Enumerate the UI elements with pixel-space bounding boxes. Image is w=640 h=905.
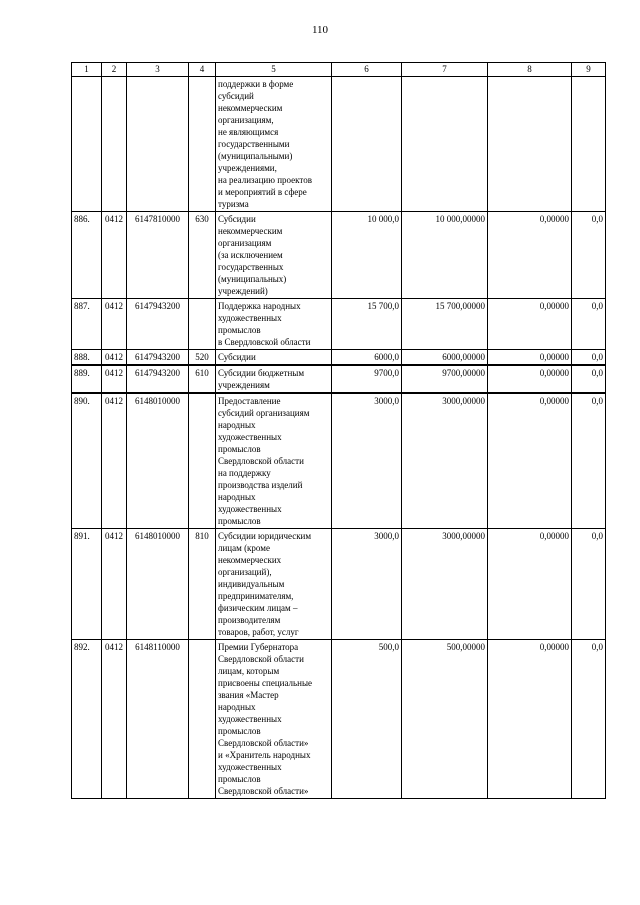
amount-col8: 0,00000	[488, 350, 572, 366]
amount-col9: 0,0	[572, 299, 606, 350]
page-number: 110	[311, 24, 329, 36]
budget-table	[71, 62, 606, 799]
amount-col9: 0,0	[572, 529, 606, 640]
section-code: 0412	[102, 299, 127, 350]
amount-col6: 3000,0	[332, 529, 402, 640]
table-row	[72, 640, 606, 799]
column-header: 5	[216, 63, 332, 77]
amount-col7: 10 000,00000	[402, 212, 488, 299]
table-row	[72, 529, 606, 640]
row-number	[72, 77, 102, 212]
amount-col9: 0,0	[572, 393, 606, 529]
amount-col8	[488, 77, 572, 212]
amount-col6	[332, 77, 402, 212]
column-header: 9	[572, 63, 606, 77]
section-code: 0412	[102, 212, 127, 299]
row-number: 892.	[72, 640, 102, 799]
amount-col9: 0,0	[572, 350, 606, 366]
row-number: 887.	[72, 299, 102, 350]
table-row	[72, 77, 606, 212]
table-row	[72, 212, 606, 299]
amount-col6: 9700,0	[332, 365, 402, 393]
amount-col7: 500,00000	[402, 640, 488, 799]
amount-col8: 0,00000	[488, 212, 572, 299]
amount-col7: 3000,00000	[402, 529, 488, 640]
item-name: Субсидии бюджетным учреждениям	[216, 365, 332, 393]
expense-type: 520	[189, 350, 216, 366]
amount-col6: 6000,0	[332, 350, 402, 366]
expense-type: 630	[189, 212, 216, 299]
amount-col7: 9700,00000	[402, 365, 488, 393]
amount-col6: 500,0	[332, 640, 402, 799]
amount-col7: 3000,00000	[402, 393, 488, 529]
row-number: 889.	[72, 365, 102, 393]
item-name: поддержки в форме субсидий некоммерческим организациям, не являющимся государственными (муниципальными) учреждениями, на реализацию проектов и мероприятий в сфере туризма	[216, 77, 332, 212]
expense-type	[189, 640, 216, 799]
target-code: 6148010000	[127, 529, 189, 640]
expense-type	[189, 77, 216, 212]
table-row	[72, 350, 606, 366]
column-header: 7	[402, 63, 488, 77]
column-header: 1	[72, 63, 102, 77]
column-header: 6	[332, 63, 402, 77]
expense-type: 810	[189, 529, 216, 640]
target-code: 6148010000	[127, 393, 189, 529]
target-code: 6147943200	[127, 299, 189, 350]
item-name: Субсидии юридическим лицам (кроме некоммерческих организаций), индивидуальным предпринимателям, физическим лицам – производителям товаров, работ, услуг	[216, 529, 332, 640]
amount-col8: 0,00000	[488, 365, 572, 393]
amount-col8: 0,00000	[488, 640, 572, 799]
target-code: 6147943200	[127, 365, 189, 393]
amount-col6: 3000,0	[332, 393, 402, 529]
amount-col7: 6000,00000	[402, 350, 488, 366]
section-code: 0412	[102, 529, 127, 640]
column-header: 8	[488, 63, 572, 77]
table-row	[72, 365, 606, 393]
expense-type	[189, 393, 216, 529]
section-code: 0412	[102, 365, 127, 393]
amount-col9: 0,0	[572, 365, 606, 393]
section-code: 0412	[102, 640, 127, 799]
item-name: Поддержка народных художественных промыслов в Свердловской области	[216, 299, 332, 350]
table-row	[72, 393, 606, 529]
section-code: 0412	[102, 350, 127, 366]
column-header: 3	[127, 63, 189, 77]
amount-col9: 0,0	[572, 640, 606, 799]
amount-col8: 0,00000	[488, 529, 572, 640]
amount-col8: 0,00000	[488, 299, 572, 350]
expense-type: 610	[189, 365, 216, 393]
section-code	[102, 77, 127, 212]
amount-col8: 0,00000	[488, 393, 572, 529]
amount-col6: 10 000,0	[332, 212, 402, 299]
row-number: 886.	[72, 212, 102, 299]
table-header-row	[72, 63, 606, 77]
item-name: Предоставление субсидий организациям народных художественных промыслов Свердловской области на поддержку производства изделий народных художественных промыслов	[216, 393, 332, 529]
row-number: 890.	[72, 393, 102, 529]
amount-col7	[402, 77, 488, 212]
column-header: 2	[102, 63, 127, 77]
row-number: 891.	[72, 529, 102, 640]
amount-col7: 15 700,00000	[402, 299, 488, 350]
target-code	[127, 77, 189, 212]
row-number: 888.	[72, 350, 102, 366]
target-code: 6147810000	[127, 212, 189, 299]
expense-type	[189, 299, 216, 350]
column-header: 4	[189, 63, 216, 77]
item-name: Субсидии	[216, 350, 332, 366]
item-name: Субсидии некоммерческим организациям (за исключением государственных (муниципальных) учреждений)	[216, 212, 332, 299]
table-row	[72, 299, 606, 350]
amount-col6: 15 700,0	[332, 299, 402, 350]
amount-col9: 0,0	[572, 212, 606, 299]
target-code: 6148110000	[127, 640, 189, 799]
section-code: 0412	[102, 393, 127, 529]
amount-col9	[572, 77, 606, 212]
target-code: 6147943200	[127, 350, 189, 366]
item-name: Премии Губернатора Свердловской области лицам, которым присвоены специальные звания «Мастер народных художественных промыслов Свердловской области» и «Хранитель народных художественных промыслов Свердловской области»	[216, 640, 332, 799]
